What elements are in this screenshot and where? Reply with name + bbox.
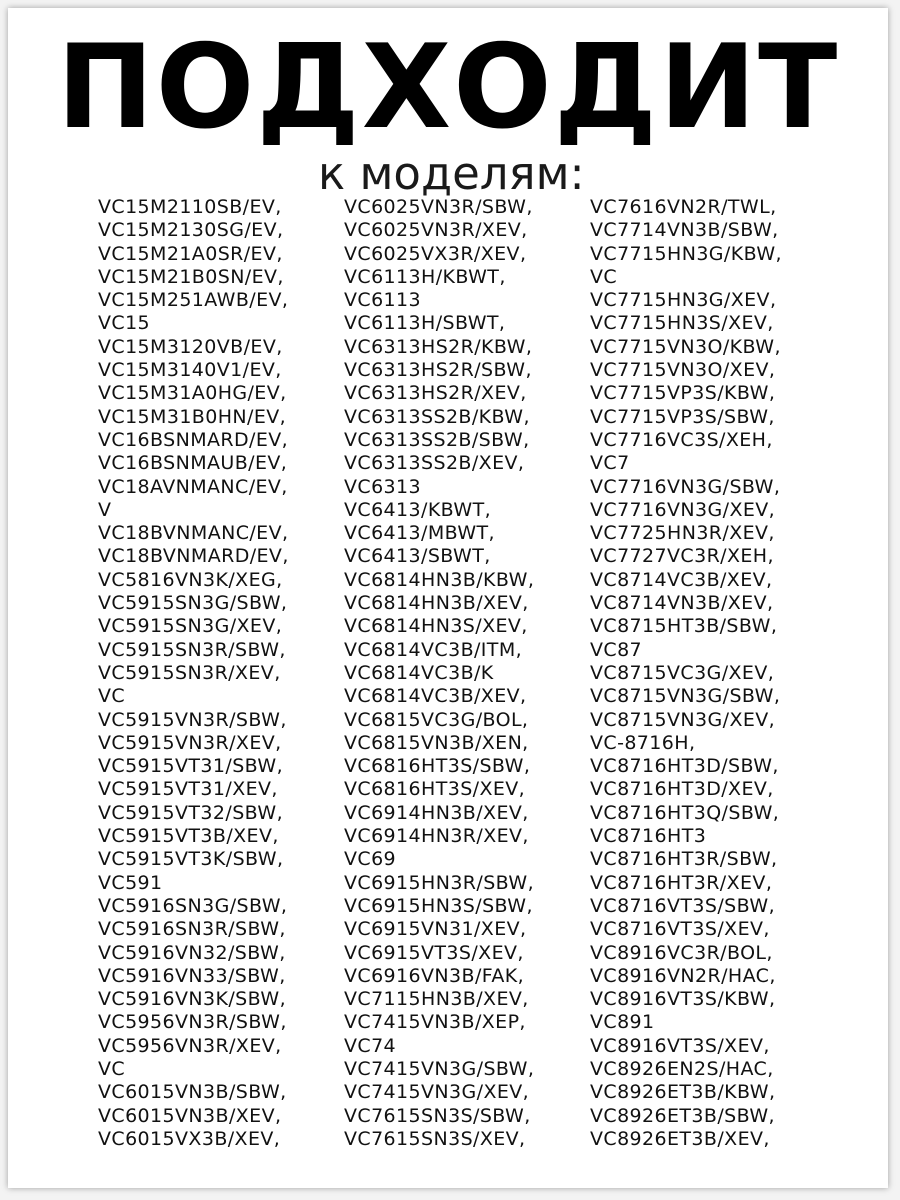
model-item: VC6113H/SBWT, bbox=[344, 312, 506, 335]
model-item: VC5916VN33/SBW, bbox=[98, 964, 286, 987]
compatibility-sheet bbox=[8, 8, 888, 1188]
model-item: VC8714VC3B/XEV, bbox=[590, 568, 773, 591]
model-item: VC8916VT3S/KBW, bbox=[590, 988, 776, 1011]
model-item: VC7727VC3R/XEH, bbox=[590, 545, 774, 568]
model-item: VC8926ET3B/SBW, bbox=[590, 1104, 775, 1127]
model-item: VC7715HN3G/XEV, bbox=[590, 289, 777, 312]
model-item: VC5915SN3R/SBW, bbox=[98, 638, 286, 661]
model-item: VC6814VC3B/XEV, bbox=[344, 685, 527, 708]
model-item: VC7715HN3S/XEV, bbox=[590, 312, 774, 335]
model-item: VC7715VN3O/KBW, bbox=[590, 335, 781, 358]
model-item: VC5916VN32/SBW, bbox=[98, 941, 286, 964]
page-subtitle: к моделям: bbox=[318, 147, 585, 200]
model-item: VC6814HN3B/XEV, bbox=[344, 592, 529, 615]
model-item: VC7415VN3G/XEV, bbox=[344, 1081, 530, 1104]
model-item: VC18BVNMARD/EV, bbox=[98, 545, 289, 568]
model-item: VC5956VN3R/XEV, bbox=[98, 1034, 282, 1057]
model-item: VC6015VN3B/XEV, bbox=[98, 1104, 282, 1127]
model-item: VC7725HN3R/XEV, bbox=[590, 522, 775, 545]
model-item: VC8715HT3B/SBW, bbox=[590, 615, 778, 638]
model-item: VC8715VN3G/XEV, bbox=[590, 708, 776, 731]
model-item: VC7714VN3B/SBW, bbox=[590, 219, 779, 242]
model-item: VC15M3120VB/EV, bbox=[98, 335, 283, 358]
model-item: VC7415VN3B/XEP, bbox=[344, 1011, 526, 1034]
model-item: VC6025VX3R/XEV, bbox=[344, 242, 527, 265]
model-item: VC5915VT32/SBW, bbox=[98, 801, 284, 824]
model-item: VC6313HS2R/KBW, bbox=[344, 335, 533, 358]
model-item: VC6814VC3B/K bbox=[344, 661, 494, 684]
model-item: VC5816VN3K/XEG, bbox=[98, 568, 283, 591]
model-item: VC6916VN3B/FAK, bbox=[344, 964, 525, 987]
model-item: VC8716VT3S/XEV, bbox=[590, 918, 770, 941]
model-item: VC8716HT3R/XEV, bbox=[590, 871, 773, 894]
model-item: VC8916VN2R/HAC, bbox=[590, 964, 776, 987]
model-item: VC6816HT3S/SBW, bbox=[344, 755, 531, 778]
model-item: VC7615SN3S/XEV, bbox=[344, 1127, 526, 1150]
model-item: VC6816HT3S/XEV, bbox=[344, 778, 526, 801]
model-item: VC5915VT31/XEV, bbox=[98, 778, 278, 801]
model-item: VC7716VN3G/SBW, bbox=[590, 475, 781, 498]
model-item: VC15M31A0HG/EV, bbox=[98, 382, 287, 405]
model-item: VC5916VN3K/SBW, bbox=[98, 988, 287, 1011]
model-item: VC7415VN3G/SBW, bbox=[344, 1057, 535, 1080]
model-item: VC8716HT3 bbox=[590, 825, 707, 848]
model-item: VC5915VN3R/SBW, bbox=[98, 708, 287, 731]
model-item: VC6413/SBWT, bbox=[344, 545, 491, 568]
model-item: VC15M2110SB/EV, bbox=[98, 196, 282, 218]
model-item: VC8716HT3D/SBW, bbox=[590, 755, 779, 778]
model-item: VC6113H/KBWT, bbox=[344, 265, 506, 288]
model-item: VC6915VN31/XEV, bbox=[344, 918, 527, 941]
model-item: VC7616VN2R/TWL, bbox=[590, 196, 777, 218]
model-item: VC5916SN3G/SBW, bbox=[98, 894, 288, 917]
model-item: VC8926ET3B/KBW, bbox=[590, 1081, 776, 1104]
model-item: VC6313 bbox=[344, 475, 422, 498]
model-item: VC15M2130SG/EV, bbox=[98, 219, 284, 242]
model-item: VC8716HT3D/XEV, bbox=[590, 778, 774, 801]
model-item: VC7716VC3S/XEH, bbox=[590, 428, 773, 451]
model-item: VC5916SN3R/SBW, bbox=[98, 918, 286, 941]
model-item: VC6413/MBWT, bbox=[344, 522, 496, 545]
model-item: VC6914HN3B/XEV, bbox=[344, 801, 529, 824]
model-item: VC-8716H, bbox=[590, 731, 696, 754]
model-item: VC7715VN3O/XEV, bbox=[590, 359, 776, 382]
model-item: VC5915VT31/SBW, bbox=[98, 755, 284, 778]
page-title: ПОДХОДИТ bbox=[56, 20, 840, 155]
model-item: VC bbox=[590, 265, 618, 288]
model-item: VC7715VP3S/SBW, bbox=[590, 405, 775, 428]
model-item: VC5956VN3R/SBW, bbox=[98, 1011, 287, 1034]
model-item: VC8715VC3G/XEV, bbox=[590, 661, 775, 684]
model-item: VC6915VT3S/XEV, bbox=[344, 941, 524, 964]
model-item: VC6025VN3R/SBW, bbox=[344, 196, 533, 218]
model-item: VC6815VC3G/BOL, bbox=[344, 708, 529, 731]
model-item: VC6015VN3B/SBW, bbox=[98, 1081, 287, 1104]
model-item: VC18BVNMANC/EV, bbox=[98, 522, 289, 545]
model-item: VC5915SN3G/XEV, bbox=[98, 615, 283, 638]
model-column-1 bbox=[98, 196, 289, 1151]
model-item: VC15M21A0SR/EV, bbox=[98, 242, 283, 265]
model-item: VC8716VT3S/SBW, bbox=[590, 894, 776, 917]
model-item: VC15M3140V1/EV, bbox=[98, 359, 282, 382]
model-item: VC8715VN3G/SBW, bbox=[590, 685, 781, 708]
model-item: VC6313SS2B/XEV, bbox=[344, 452, 525, 475]
model-item: VC8926ET3B/XEV, bbox=[590, 1127, 770, 1150]
model-item: VC7 bbox=[590, 452, 630, 475]
model-item: VC15M21B0SN/EV, bbox=[98, 265, 284, 288]
model-item: V bbox=[98, 498, 112, 521]
model-item: VC5915VT3K/SBW, bbox=[98, 848, 284, 871]
model-item: VC6413/KBWT, bbox=[344, 498, 492, 521]
model-item: VC5915SN3R/XEV, bbox=[98, 661, 281, 684]
model-item: VC7115HN3B/XEV, bbox=[344, 988, 529, 1011]
model-item: VC bbox=[98, 1057, 126, 1080]
model-item: VC8716HT3R/SBW, bbox=[590, 848, 778, 871]
model-item: VC6815VN3B/XEN, bbox=[344, 731, 529, 754]
model-item: VC8916VT3S/XEV, bbox=[590, 1034, 770, 1057]
model-item: VC5915VT3B/XEV, bbox=[98, 825, 279, 848]
model-item: VC16BSNMARD/EV, bbox=[98, 428, 289, 451]
model-item: VC16BSNMAUB/EV, bbox=[98, 452, 288, 475]
model-item: VC5915SN3G/SBW, bbox=[98, 592, 288, 615]
model-item: VC6113 bbox=[344, 289, 422, 312]
model-item: VC6313SS2B/SBW, bbox=[344, 428, 530, 451]
model-item: VC7716VN3G/XEV, bbox=[590, 498, 776, 521]
model-item: VC8716HT3Q/SBW, bbox=[590, 801, 780, 824]
model-item: VC6915HN3S/SBW, bbox=[344, 894, 533, 917]
model-item: VC bbox=[98, 685, 126, 708]
model-item: VC5915VN3R/XEV, bbox=[98, 731, 282, 754]
model-item: VC7715VP3S/KBW, bbox=[590, 382, 776, 405]
model-item: VC6915HN3R/SBW, bbox=[344, 871, 535, 894]
model-item: VC15M31B0HN/EV, bbox=[98, 405, 287, 428]
model-item: VC7615SN3S/SBW, bbox=[344, 1104, 531, 1127]
model-column-2 bbox=[344, 196, 534, 1151]
model-item: VC74 bbox=[344, 1034, 397, 1057]
model-item: VC18AVNMANC/EV, bbox=[98, 475, 288, 498]
model-item: VC15 bbox=[98, 312, 151, 335]
model-column-3 bbox=[590, 196, 782, 1151]
model-item: VC7715HN3G/KBW, bbox=[590, 242, 782, 265]
model-item: VC591 bbox=[98, 871, 163, 894]
model-item: VC6025VN3R/XEV, bbox=[344, 219, 528, 242]
model-item: VC6914HN3R/XEV, bbox=[344, 825, 529, 848]
model-item: VC6814HN3S/XEV, bbox=[344, 615, 528, 638]
model-item: VC8926EN2S/HAC, bbox=[590, 1057, 774, 1080]
model-item: VC6313HS2R/SBW, bbox=[344, 359, 532, 382]
model-item: VC8916VC3R/BOL, bbox=[590, 941, 773, 964]
model-item: VC6313SS2B/KBW, bbox=[344, 405, 530, 428]
model-item: VC6814HN3B/KBW, bbox=[344, 568, 535, 591]
model-item: VC891 bbox=[590, 1011, 655, 1034]
model-item: VC69 bbox=[344, 848, 397, 871]
model-item: VC8714VN3B/XEV, bbox=[590, 592, 774, 615]
model-item: VC87 bbox=[590, 638, 643, 661]
model-item: VC6814VC3B/ITM, bbox=[344, 638, 523, 661]
model-item: VC6015VX3B/XEV, bbox=[98, 1127, 281, 1150]
model-item: VC15M251AWB/EV, bbox=[98, 289, 289, 312]
model-item: VC6313HS2R/XEV, bbox=[344, 382, 527, 405]
